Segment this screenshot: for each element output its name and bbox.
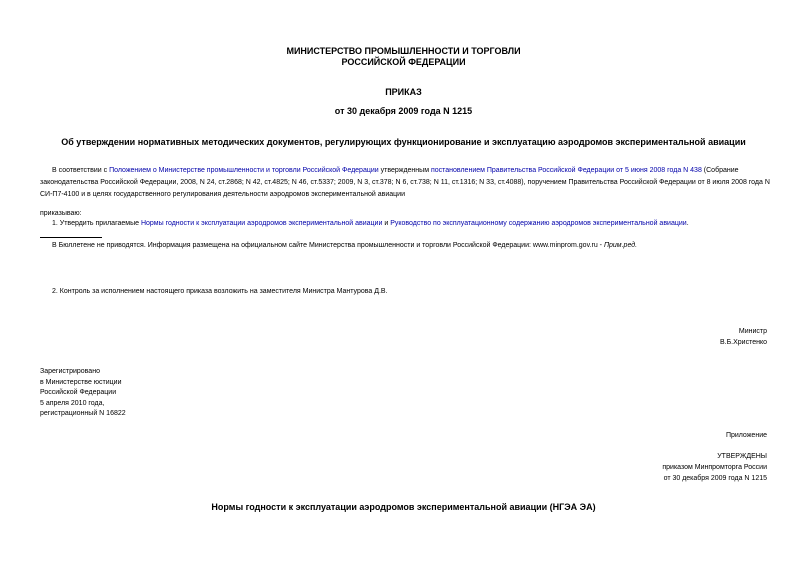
item-1	[52, 218, 772, 230]
item-1-text-c: .	[686, 220, 689, 227]
preamble-text-c: (Собрание законодательства Российской Федерации, 2008, N 24, ст.2868; N 42, ст.4825; N 46, ст.5337; 2009, N 3, ст.378; N 6, ст.738; N 11, ст.1316; N 33, ст.4088), поручением Правительства Российской Федерации от 8 июля 2008 года N СИ-П7-4100 и в целях государственного регулирования деятельности аэродромов экспериментальной авиации	[40, 167, 770, 198]
preamble-text-a: В соответствии с	[52, 167, 110, 174]
registration-line4: 5 апреля 2010 года,	[40, 399, 105, 407]
document-date: от 30 декабря 2009 года N 1215	[334, 106, 473, 116]
norms-link[interactable]: Нормы годности к эксплуатации аэродромов экспериментальной авиации	[140, 220, 383, 227]
signature-position: Министр	[738, 328, 767, 335]
preamble-text-b: утвержденным	[378, 167, 431, 174]
section-title: Нормы годности к эксплуатации аэродромов экспериментальной авиации (НГЭА ЭА)	[211, 502, 596, 512]
footnote-divider	[40, 237, 102, 238]
order-word: приказываю:	[40, 210, 82, 217]
approval-status: УТВЕРЖДЕНЫ	[717, 453, 767, 460]
item-1-text-a: 1. Утвердить прилагаемые	[52, 220, 141, 227]
ministry-name-line2: РОССИЙСКОЙ ФЕДЕРАЦИИ	[341, 57, 466, 67]
regulation-link[interactable]: Положением о Министерстве промышленности и торговли Российской Федерации	[109, 167, 379, 174]
signature-name: В.Б.Христенко	[719, 339, 767, 346]
signature-block	[720, 326, 767, 348]
registration-line1: Зарегистрировано	[40, 368, 100, 375]
ministry-name-line1: МИНИСТЕРСТВО ПРОМЫШЛЕННОСТИ И ТОРГОВЛИ	[286, 46, 521, 56]
footnote-text: В Бюллетене не приводятся. Информация размещена на официальном сайте Министерства промышленности и торговли Российской Федерации: www.minprom.gov.ru -	[52, 242, 604, 249]
approval-order: приказом Минпромторга России	[662, 464, 767, 471]
document-title: Об утверждении нормативных методических документов, регулирующих функционирование и эксплуатацию аэродромов экспериментальной авиации	[61, 137, 746, 147]
footnote-editor-note: Прим.ред.	[603, 242, 638, 249]
footnote	[52, 240, 772, 252]
manual-link[interactable]: Руководство по эксплуатационному содержанию аэродромов экспериментальной авиации	[390, 220, 687, 227]
registration-line2: в Министерстве юстиции	[40, 378, 122, 386]
item-1-text-b: и	[382, 220, 391, 227]
approval-date: от 30 декабря 2009 года N 1215	[663, 475, 767, 482]
registration-block	[40, 367, 126, 420]
document-type: ПРИКАЗ	[385, 87, 422, 97]
registration-line3: Российской Федерации	[40, 389, 117, 396]
registration-line5: регистрационный N 16822	[40, 410, 126, 417]
preamble-paragraph	[40, 165, 770, 201]
approval-block	[662, 451, 767, 484]
item-2: 2. Контроль за исполнением настоящего приказа возложить на заместителя Министра Мантурова Д.В.	[52, 288, 388, 295]
resolution-link[interactable]: постановлением Правительства Российской Федерации от 5 июня 2008 года N 438	[430, 167, 702, 174]
appendix-label: Приложение	[725, 432, 767, 439]
